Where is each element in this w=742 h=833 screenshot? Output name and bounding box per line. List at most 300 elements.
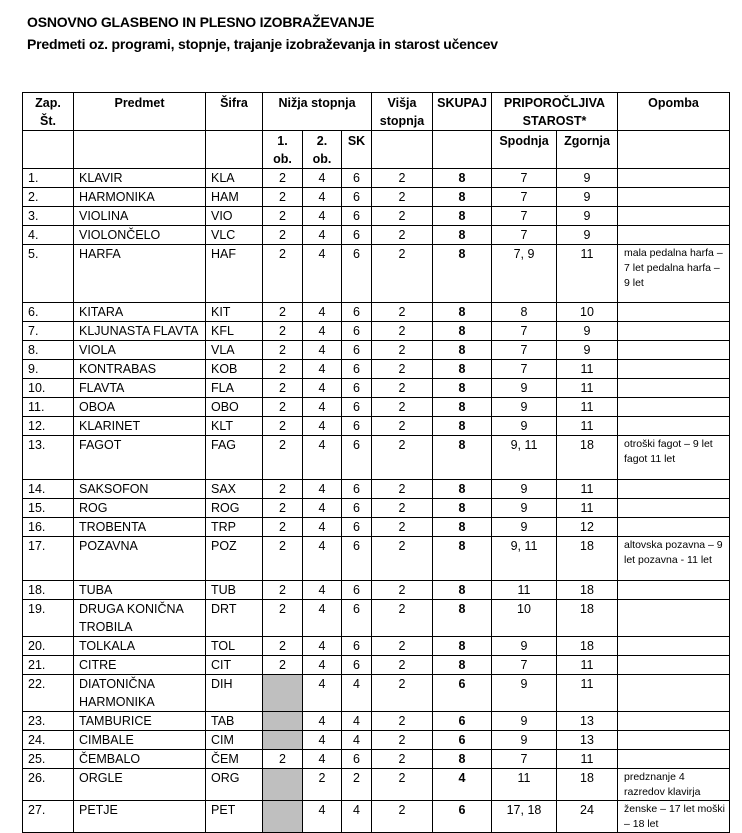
header-skupaj: SKUPAJ [433,93,492,131]
sk-cell: 6 [342,656,372,675]
visja-cell: 2 [372,322,433,341]
zap-cell: 2. [23,188,74,207]
ob2-cell: 4 [303,379,342,398]
zap-cell: 21. [23,656,74,675]
table-row [23,750,730,769]
spodnja-cell: 7, 9 [492,245,557,303]
spodnja-cell: 9 [492,518,557,537]
table-row [23,581,730,600]
ob1-cell: 2 [263,322,303,341]
sk-cell: 4 [342,731,372,750]
sifra-cell: HAM [206,188,263,207]
header-2-ob: 2. ob. [303,131,342,169]
sk-cell: 6 [342,226,372,245]
sifra-cell: PET [206,801,263,833]
ob2-cell: 4 [303,207,342,226]
zap-cell: 6. [23,303,74,322]
opomba-cell [618,637,730,656]
zap-cell: 23. [23,712,74,731]
ob2-cell: 4 [303,341,342,360]
zgornja-cell: 18 [557,769,618,801]
visja-cell: 2 [372,188,433,207]
ob2-cell: 4 [303,436,342,480]
predmet-cell: VIOLINA [74,207,206,226]
ob1-cell: 2 [263,417,303,436]
visja-cell: 2 [372,801,433,833]
ob1-cell: 2 [263,600,303,637]
zgornja-cell: 11 [557,656,618,675]
predmet-cell: DIATONIČNA HARMONIKA [74,675,206,712]
ob1-cell: 2 [263,360,303,379]
sifra-cell: TUB [206,581,263,600]
ob1-cell: 2 [263,750,303,769]
skupaj-cell: 8 [433,581,492,600]
sk-cell: 6 [342,637,372,656]
predmet-cell: KITARA [74,303,206,322]
ob1-cell: 2 [263,656,303,675]
table-row [23,480,730,499]
ob1-cell: 2 [263,637,303,656]
header-nizja-stopnja: Nižja stopnja [263,93,372,131]
zgornja-cell: 13 [557,712,618,731]
zgornja-cell: 11 [557,360,618,379]
predmet-cell: HARFA [74,245,206,303]
ob2-cell: 4 [303,656,342,675]
zgornja-cell: 12 [557,518,618,537]
visja-cell: 2 [372,656,433,675]
skupaj-cell: 8 [433,600,492,637]
visja-cell: 2 [372,207,433,226]
header-empty [23,131,74,169]
sifra-cell: KFL [206,322,263,341]
zap-cell: 7. [23,322,74,341]
predmet-cell: KONTRABAS [74,360,206,379]
subjects-table [22,92,730,833]
ob1-cell: 2 [263,398,303,417]
spodnja-cell: 8 [492,303,557,322]
ob1-cell [263,801,303,833]
zap-cell: 1. [23,169,74,188]
spodnja-cell: 9, 11 [492,537,557,581]
table-row [23,398,730,417]
opomba-cell [618,379,730,398]
skupaj-cell: 8 [433,341,492,360]
zgornja-cell: 18 [557,581,618,600]
ob2-cell: 4 [303,518,342,537]
sk-cell: 6 [342,499,372,518]
opomba-cell [618,169,730,188]
opomba-cell [618,656,730,675]
skupaj-cell: 8 [433,169,492,188]
sk-cell: 6 [342,188,372,207]
predmet-cell: SAKSOFON [74,480,206,499]
visja-cell: 2 [372,518,433,537]
table-row [23,226,730,245]
ob1-cell: 2 [263,226,303,245]
zap-cell: 8. [23,341,74,360]
table-row [23,169,730,188]
ob2-cell: 4 [303,303,342,322]
ob2-cell: 4 [303,322,342,341]
visja-cell: 2 [372,637,433,656]
sk-cell: 4 [342,801,372,833]
zgornja-cell: 9 [557,341,618,360]
ob2-cell: 4 [303,537,342,581]
visja-cell: 2 [372,169,433,188]
visja-cell: 2 [372,436,433,480]
sk-cell: 6 [342,360,372,379]
visja-cell: 2 [372,712,433,731]
opomba-cell: altovska pozavna – 9 let pozavna - 11 let [618,537,730,581]
spodnja-cell: 9 [492,731,557,750]
skupaj-cell: 8 [433,188,492,207]
ob2-cell: 4 [303,188,342,207]
zgornja-cell: 11 [557,480,618,499]
sifra-cell: FAG [206,436,263,480]
predmet-cell: TUBA [74,581,206,600]
predmet-cell: POZAVNA [74,537,206,581]
ob1-cell [263,731,303,750]
table-row [23,712,730,731]
skupaj-cell: 8 [433,207,492,226]
spodnja-cell: 11 [492,581,557,600]
table-row [23,600,730,637]
zap-cell: 20. [23,637,74,656]
visja-cell: 2 [372,360,433,379]
opomba-cell [618,581,730,600]
zgornja-cell: 11 [557,245,618,303]
sifra-cell: POZ [206,537,263,581]
table-row [23,207,730,226]
predmet-cell: ORGLE [74,769,206,801]
table-row [23,341,730,360]
sifra-cell: TAB [206,712,263,731]
sk-cell: 6 [342,581,372,600]
skupaj-cell: 8 [433,226,492,245]
ob1-cell: 2 [263,303,303,322]
ob2-cell: 4 [303,731,342,750]
sifra-cell: KOB [206,360,263,379]
header-empty [618,131,730,169]
table-row [23,769,730,801]
zap-cell: 14. [23,480,74,499]
predmet-cell: ČEMBALO [74,750,206,769]
zap-cell: 16. [23,518,74,537]
ob1-cell: 2 [263,341,303,360]
sk-cell: 6 [342,245,372,303]
opomba-cell: ženske – 17 let moški – 18 let [618,801,730,833]
visja-cell: 2 [372,226,433,245]
predmet-cell: OBOA [74,398,206,417]
predmet-cell: TAMBURICE [74,712,206,731]
predmet-cell: VIOLA [74,341,206,360]
skupaj-cell: 8 [433,750,492,769]
table-row [23,518,730,537]
table-row [23,188,730,207]
spodnja-cell: 7 [492,322,557,341]
opomba-cell [618,712,730,731]
predmet-cell: FAGOT [74,436,206,480]
ob1-cell [263,769,303,801]
predmet-cell: ROG [74,499,206,518]
skupaj-cell: 6 [433,731,492,750]
opomba-cell [618,360,730,379]
spodnja-cell: 9 [492,480,557,499]
zgornja-cell: 9 [557,169,618,188]
ob2-cell: 4 [303,600,342,637]
spodnja-cell: 9, 11 [492,436,557,480]
predmet-cell: TOLKALA [74,637,206,656]
sk-cell: 6 [342,398,372,417]
header-visja-stopnja: Višja stopnja [372,93,433,131]
sifra-cell: VLC [206,226,263,245]
table-row [23,731,730,750]
header-empty [74,131,206,169]
spodnja-cell: 9 [492,379,557,398]
sk-cell: 6 [342,417,372,436]
sifra-cell: KLT [206,417,263,436]
zgornja-cell: 11 [557,750,618,769]
skupaj-cell: 8 [433,379,492,398]
sifra-cell: VLA [206,341,263,360]
opomba-cell [618,600,730,637]
zgornja-cell: 18 [557,537,618,581]
visja-cell: 2 [372,480,433,499]
opomba-cell: otroški fagot – 9 let fagot 11 let [618,436,730,480]
sk-cell: 6 [342,537,372,581]
opomba-cell [618,207,730,226]
header-zgornja: Zgornja [557,131,618,169]
ob1-cell: 2 [263,436,303,480]
spodnja-cell: 9 [492,499,557,518]
zap-cell: 10. [23,379,74,398]
opomba-cell [618,480,730,499]
header-1-ob: 1. ob. [263,131,303,169]
ob1-cell: 2 [263,169,303,188]
ob2-cell: 4 [303,169,342,188]
sk-cell: 6 [342,750,372,769]
zap-cell: 17. [23,537,74,581]
zgornja-cell: 13 [557,731,618,750]
visja-cell: 2 [372,417,433,436]
spodnja-cell: 10 [492,600,557,637]
sk-cell: 6 [342,341,372,360]
skupaj-cell: 8 [433,499,492,518]
sifra-cell: DRT [206,600,263,637]
opomba-cell [618,398,730,417]
zap-cell: 27. [23,801,74,833]
spodnja-cell: 11 [492,769,557,801]
ob1-cell [263,712,303,731]
opomba-cell [618,750,730,769]
zap-cell: 9. [23,360,74,379]
sifra-cell: OBO [206,398,263,417]
table-row [23,245,730,303]
spodnja-cell: 7 [492,207,557,226]
ob1-cell: 2 [263,499,303,518]
opomba-cell: mala pedalna harfa – 7 let pedalna harfa – 9 let [618,245,730,303]
sifra-cell: ORG [206,769,263,801]
visja-cell: 2 [372,750,433,769]
skupaj-cell: 6 [433,675,492,712]
ob2-cell: 4 [303,360,342,379]
table-row [23,322,730,341]
header-sifra: Šifra [206,93,263,131]
sifra-cell: VIO [206,207,263,226]
spodnja-cell: 9 [492,675,557,712]
ob2-cell: 4 [303,637,342,656]
spodnja-cell: 7 [492,360,557,379]
sifra-cell: KLA [206,169,263,188]
table-row [23,537,730,581]
skupaj-cell: 8 [433,480,492,499]
spodnja-cell: 7 [492,188,557,207]
sk-cell: 2 [342,769,372,801]
table-row [23,499,730,518]
opomba-cell [618,188,730,207]
ob2-cell: 4 [303,245,342,303]
zap-cell: 4. [23,226,74,245]
opomba-cell [618,518,730,537]
header-sk: SK [342,131,372,169]
sk-cell: 6 [342,436,372,480]
skupaj-cell: 8 [433,398,492,417]
sk-cell: 6 [342,169,372,188]
sifra-cell: DIH [206,675,263,712]
predmet-cell: KLARINET [74,417,206,436]
sk-cell: 6 [342,518,372,537]
zgornja-cell: 10 [557,303,618,322]
zap-cell: 5. [23,245,74,303]
zap-cell: 22. [23,675,74,712]
predmet-cell: TROBENTA [74,518,206,537]
ob1-cell: 2 [263,207,303,226]
zgornja-cell: 18 [557,637,618,656]
zgornja-cell: 11 [557,675,618,712]
sk-cell: 4 [342,712,372,731]
spodnja-cell: 7 [492,169,557,188]
zgornja-cell: 18 [557,600,618,637]
table-row [23,303,730,322]
predmet-cell: FLAVTA [74,379,206,398]
zap-cell: 19. [23,600,74,637]
predmet-cell: KLJUNASTA FLAVTA [74,322,206,341]
sk-cell: 6 [342,379,372,398]
ob1-cell: 2 [263,188,303,207]
visja-cell: 2 [372,341,433,360]
predmet-cell: VIOLONČELO [74,226,206,245]
header-empty [372,131,433,169]
ob2-cell: 4 [303,675,342,712]
header-empty [433,131,492,169]
skupaj-cell: 8 [433,322,492,341]
ob2-cell: 4 [303,417,342,436]
predmet-cell: HARMONIKA [74,188,206,207]
zap-cell: 26. [23,769,74,801]
sk-cell: 6 [342,322,372,341]
table-row [23,675,730,712]
opomba-cell [618,417,730,436]
table-row [23,656,730,675]
ob1-cell: 2 [263,480,303,499]
sifra-cell: CIM [206,731,263,750]
predmet-cell: CITRE [74,656,206,675]
table-row [23,360,730,379]
ob2-cell: 4 [303,480,342,499]
spodnja-cell: 7 [492,341,557,360]
sk-cell: 6 [342,600,372,637]
sifra-cell: TOL [206,637,263,656]
sifra-cell: TRP [206,518,263,537]
ob2-cell: 4 [303,499,342,518]
header-spodnja: Spodnja [492,131,557,169]
visja-cell: 2 [372,303,433,322]
skupaj-cell: 8 [433,436,492,480]
sifra-cell: CIT [206,656,263,675]
skupaj-cell: 6 [433,712,492,731]
header-opomba: Opomba [618,93,730,131]
skupaj-cell: 8 [433,303,492,322]
zap-cell: 11. [23,398,74,417]
ob1-cell: 2 [263,581,303,600]
zap-cell: 18. [23,581,74,600]
header-empty [206,131,263,169]
spodnja-cell: 7 [492,750,557,769]
ob1-cell: 2 [263,518,303,537]
visja-cell: 2 [372,600,433,637]
zap-cell: 13. [23,436,74,480]
ob1-cell: 2 [263,245,303,303]
zgornja-cell: 9 [557,207,618,226]
table-row [23,801,730,833]
zgornja-cell: 9 [557,188,618,207]
zap-cell: 3. [23,207,74,226]
visja-cell: 2 [372,675,433,712]
ob2-cell: 4 [303,398,342,417]
table-row [23,436,730,480]
ob2-cell: 4 [303,712,342,731]
opomba-cell [618,322,730,341]
opomba-cell [618,731,730,750]
visja-cell: 2 [372,581,433,600]
sifra-cell: FLA [206,379,263,398]
document-title: OSNOVNO GLASBENO IN PLESNO IZOBRAŽEVANJE [27,14,375,30]
spodnja-cell: 9 [492,417,557,436]
predmet-cell: DRUGA KONIČNA TROBILA [74,600,206,637]
skupaj-cell: 8 [433,518,492,537]
zgornja-cell: 11 [557,398,618,417]
visja-cell: 2 [372,379,433,398]
header-predmet: Predmet [74,93,206,131]
opomba-cell: predznanje 4 razredov klavirja [618,769,730,801]
header-zap: Zap. Št. [23,93,74,131]
sifra-cell: KIT [206,303,263,322]
zgornja-cell: 18 [557,436,618,480]
predmet-cell: KLAVIR [74,169,206,188]
sk-cell: 6 [342,207,372,226]
zgornja-cell: 11 [557,379,618,398]
ob2-cell: 4 [303,750,342,769]
opomba-cell [618,303,730,322]
table-row [23,637,730,656]
spodnja-cell: 17, 18 [492,801,557,833]
sifra-cell: ROG [206,499,263,518]
skupaj-cell: 8 [433,245,492,303]
ob1-cell: 2 [263,379,303,398]
zap-cell: 25. [23,750,74,769]
zgornja-cell: 11 [557,499,618,518]
sk-cell: 6 [342,303,372,322]
